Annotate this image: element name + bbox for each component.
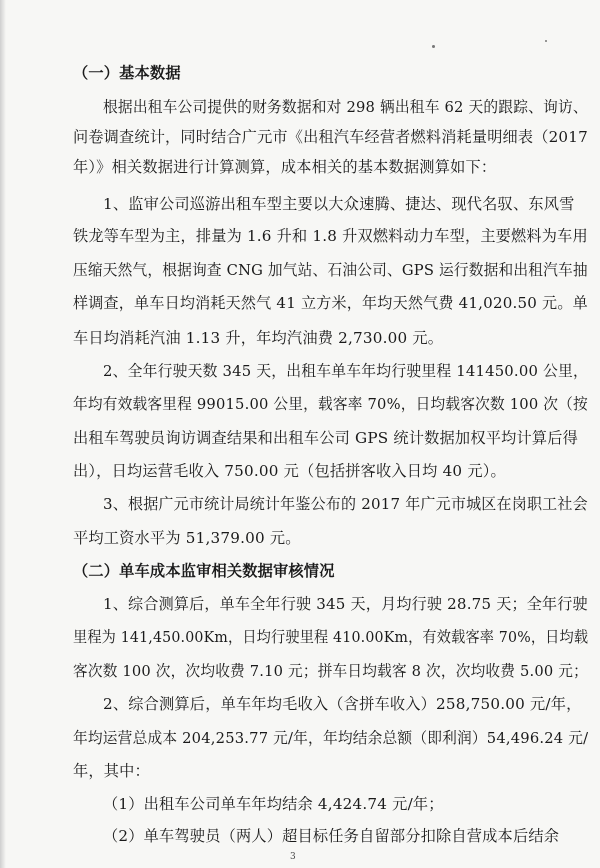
- list-item: （1）出租车公司单车年均结余 4,424.74 元/年；: [103, 795, 444, 813]
- paragraph-line: 1、综合测算后，单车全年行驶 345 天，月均行驶 28.75 天；全年行驶: [103, 595, 588, 613]
- paragraph-line: 根据出租车公司提供的财务数据和对 298 辆出租车 62 天的跟踪、询访、: [103, 98, 588, 116]
- paragraph-line: 里程为 141,450.00Km，日均行驶里程 410.00Km，有效载客率 70%，日均载: [73, 628, 589, 646]
- paragraph-line: 平均工资水平为 51,379.00 元。: [73, 529, 301, 547]
- paragraph-line: 问卷调查统计，同时结合广元市《出租汽车经营者燃料消耗量明细表（2017: [73, 128, 588, 146]
- page-number: 3: [290, 852, 296, 862]
- paragraph-line: 年）》相关数据进行计算测算，成本相关的基本数据测算如下：: [73, 158, 497, 176]
- paragraph-line: 客次数 100 次，次均收费 7.10 元；拼车日均载客 8 次，次均收费 5.00 元；: [73, 662, 588, 680]
- paragraph-line: 出租车驾驶员询访调查结果和出租车公司 GPS 统计数据加权平均计算后得: [73, 429, 579, 447]
- list-item: （2）单车驾驶员（两人）超目标任务自留部分扣除自营成本后结余: [103, 827, 560, 845]
- scan-speck: [545, 40, 547, 42]
- scan-edge-shadow: [0, 0, 6, 868]
- paragraph-line: 样调查，单车日均消耗天然气 41 立方米，年均天然气费 41,020.50 元。单: [73, 294, 588, 312]
- paragraph-line: 3、根据广元市统计局统计年鉴公布的 2017 年广元市城区在岗职工社会: [103, 495, 588, 513]
- paragraph-line: 铁龙等车型为主，排量为 1.6 升和 1.8 升双燃料动力车型，主要燃料为车用: [73, 227, 588, 245]
- section-1-heading: （一）基本数据: [73, 64, 181, 82]
- scan-speck: [432, 45, 435, 48]
- paragraph-line: 2、综合测算后，单车年均毛收入（含拼车收入）258,750.00 元/年，: [103, 695, 582, 713]
- paragraph-line: 1、监审公司巡游出租车型主要以大众速腾、捷达、现代名驭、东风雪: [103, 195, 575, 213]
- paragraph-line: 压缩天然气，根据询查 CNG 加气站、石油公司、GPS 运行数据和出租汽车抽: [73, 261, 588, 279]
- paragraph-line: 年，其中：: [73, 762, 150, 780]
- paragraph-line: 出），日均运营毛收入 750.00 元（包括拼客收入日均 40 元）。: [73, 462, 506, 480]
- paragraph-line: 2、全年行驶天数 345 天，出租车单车年均行驶里程 141450.00 公里，: [103, 362, 588, 380]
- paragraph-line: 年均运营总成本 204,253.77 元/年，年均结余总额（即利润）54,496.24 元/: [73, 729, 589, 747]
- paragraph-line: 车日均消耗汽油 1.13 升，年均汽油费 2,730.00 元。: [73, 329, 444, 347]
- paragraph-line: 年均有效载客里程 99015.00 公里，载客率 70%，日均载客次数 100 次（按: [73, 395, 588, 413]
- section-2-heading: （二）单车成本监审相关数据审核情况: [73, 562, 335, 580]
